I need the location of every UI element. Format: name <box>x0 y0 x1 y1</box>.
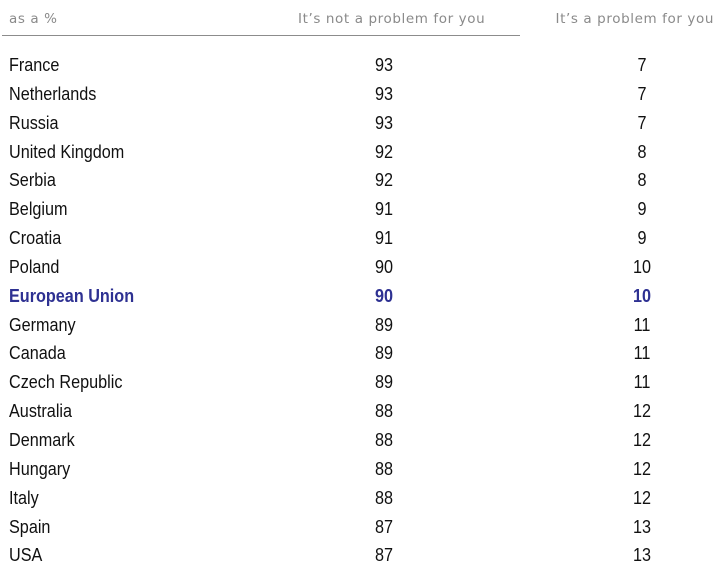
value-not-problem: 88 <box>374 458 394 479</box>
table-row <box>0 456 718 485</box>
value-not-problem: 88 <box>374 401 394 422</box>
country-label: Spain <box>9 516 51 537</box>
table-row <box>0 398 718 427</box>
country-label: Germany <box>9 314 76 335</box>
country-label: USA <box>9 545 43 566</box>
table-row <box>0 139 718 168</box>
value-problem: 11 <box>633 314 651 335</box>
table-row <box>0 52 718 81</box>
value-not-problem: 91 <box>374 199 394 220</box>
value-not-problem: 88 <box>374 487 394 508</box>
table-row <box>0 312 718 341</box>
value-problem: 9 <box>637 228 647 249</box>
column-header-not-problem: It’s not a problem for you <box>298 11 486 27</box>
country-label: United Kingdom <box>9 141 125 162</box>
table-row <box>0 225 718 254</box>
value-problem: 7 <box>637 83 647 104</box>
value-problem: 7 <box>637 55 647 75</box>
value-not-problem: 93 <box>374 55 394 75</box>
value-not-problem: 93 <box>374 83 394 104</box>
table-row <box>0 340 718 369</box>
table-row <box>0 196 718 225</box>
table-row <box>0 254 718 283</box>
value-not-problem: 89 <box>374 372 394 393</box>
value-not-problem: 92 <box>374 170 394 191</box>
country-label: Russia <box>9 112 59 133</box>
value-problem: 10 <box>632 256 652 277</box>
value-problem: 11 <box>633 372 651 393</box>
value-not-problem: 90 <box>374 285 394 306</box>
country-label: Denmark <box>9 429 75 450</box>
value-problem: 13 <box>632 516 652 537</box>
value-problem: 8 <box>637 170 647 191</box>
country-label: Belgium <box>9 199 68 220</box>
country-label: Hungary <box>9 458 71 479</box>
table-row <box>0 542 718 571</box>
value-not-problem: 90 <box>374 256 394 277</box>
country-label: Italy <box>9 487 39 508</box>
value-not-problem: 87 <box>374 545 394 566</box>
value-problem: 7 <box>637 112 647 133</box>
value-not-problem: 88 <box>374 429 394 450</box>
value-not-problem: 92 <box>374 141 394 162</box>
value-not-problem: 89 <box>374 314 394 335</box>
country-label: Canada <box>9 343 66 364</box>
value-problem: 12 <box>632 429 652 450</box>
country-label: Serbia <box>9 170 56 191</box>
table-row <box>0 167 718 196</box>
value-not-problem: 93 <box>374 112 394 133</box>
table-row <box>0 81 718 110</box>
table-row-highlighted <box>0 283 718 312</box>
country-label: France <box>9 55 60 75</box>
unit-label: as a % <box>9 11 58 27</box>
value-problem: 12 <box>632 458 652 479</box>
table-header <box>0 0 718 36</box>
value-not-problem: 89 <box>374 343 394 364</box>
value-not-problem: 91 <box>374 228 394 249</box>
table-row <box>0 485 718 514</box>
table-body <box>0 52 718 571</box>
country-label: Czech Republic <box>9 372 123 393</box>
table-row <box>0 514 718 543</box>
country-label: Poland <box>9 256 60 277</box>
value-problem: 12 <box>632 401 652 422</box>
value-problem: 11 <box>633 343 651 364</box>
table-row <box>0 110 718 139</box>
value-not-problem: 87 <box>374 516 394 537</box>
value-problem: 10 <box>632 285 652 306</box>
value-problem: 9 <box>637 199 647 220</box>
column-header-problem: It’s a problem for you <box>555 11 714 27</box>
country-label: Netherlands <box>9 83 97 104</box>
country-label: Australia <box>9 401 73 422</box>
value-problem: 8 <box>637 141 647 162</box>
header-divider <box>2 35 520 36</box>
country-label: Croatia <box>9 228 62 249</box>
value-problem: 13 <box>632 545 652 566</box>
value-problem: 12 <box>632 487 652 508</box>
country-label: European Union <box>9 285 135 306</box>
table-row <box>0 369 718 398</box>
table-row <box>0 427 718 456</box>
